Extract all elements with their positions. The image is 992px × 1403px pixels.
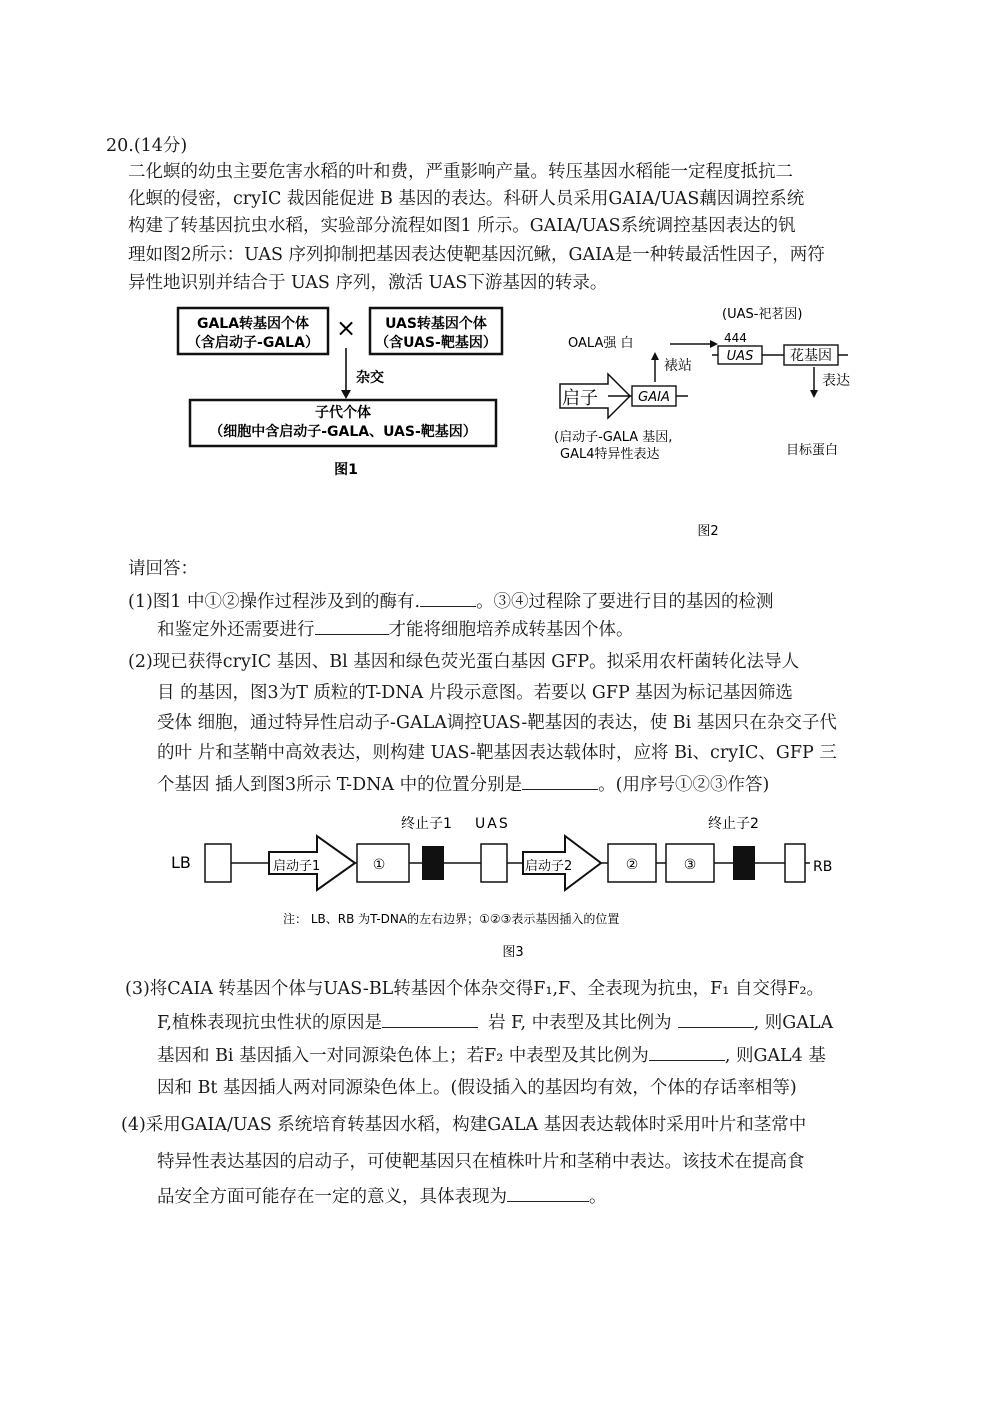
q2-line-2: 目 的基因，图3为T 质粒的T-DNA 片段示意图。若要以 GFP 基因为标记基因筛选 bbox=[157, 683, 793, 703]
q3-blank-1[interactable] bbox=[382, 1009, 478, 1028]
intro-line-3: 构建了转基因抗虫水稻，实验部分流程如图1 所示。GAIA/UAS系统调控基因表达的钒 bbox=[128, 216, 796, 236]
expression-label: 表达 bbox=[822, 373, 850, 389]
q1-text-c: 和鉴定外还需要进行 bbox=[157, 620, 315, 640]
flower-gene-label: 花基因 bbox=[790, 348, 832, 364]
figure-3-caption: 图3 bbox=[502, 945, 524, 960]
uas-box bbox=[481, 844, 507, 882]
terminator-1-block bbox=[422, 846, 444, 880]
q3-line-3 bbox=[157, 1042, 826, 1069]
binding-label: 裱站 bbox=[664, 358, 692, 374]
q2-line-3: 受体 细胞，通过特异性启动子-GALA调控UAS-靶基因的表达，使 Bi 基因只在杂交子代 bbox=[157, 713, 837, 733]
uas-target-gene-label: (UAS-祀茗因) bbox=[722, 307, 803, 322]
q1-line-2 bbox=[157, 616, 634, 643]
number-label: 444 bbox=[724, 331, 747, 345]
q4-line-1: (4)采用GAIA/UAS 系统培育转基因水稻，构建GALA 基因表达载体时采用叶片和茎常中 bbox=[121, 1115, 807, 1135]
q2-text-a: 个基因 插人到图3所示 T-DNA 中的位置分别是 bbox=[157, 775, 523, 795]
q4-blank[interactable] bbox=[507, 1183, 589, 1202]
position-2-label: ② bbox=[625, 857, 639, 873]
q3-text-b: 岩 F, 中表型及其比例为 bbox=[487, 1013, 672, 1033]
q1-line-1 bbox=[128, 588, 774, 615]
gala-box-line-2: （含启动子-GALA） bbox=[187, 335, 319, 351]
offspring-box-line-2: （细胞中含启动子-GALA、UAS-靶基因） bbox=[209, 424, 477, 440]
oala-arrow-head bbox=[710, 340, 718, 348]
question-header: 20.(14分) bbox=[106, 136, 188, 156]
q4-text-a: 品安全方面可能存在一定的意义，具体表现为 bbox=[157, 1187, 507, 1207]
expression-arrow-head bbox=[810, 390, 818, 398]
promoter-2-label: 启动子2 bbox=[525, 859, 573, 874]
gala-box-label: GAIA bbox=[638, 390, 670, 405]
uas-box-label: UAS bbox=[726, 349, 754, 364]
binding-arrow-head bbox=[651, 352, 659, 360]
uas-box-line-1: UAS转基因个体 bbox=[385, 316, 487, 332]
offspring-box-line-1: 子代个体 bbox=[315, 405, 371, 421]
intro-line-4: 理如图2所示：UAS 序列抑制把基因表达使靶基因沉鳅，GAIA是一种转最活性因子，两符 bbox=[128, 245, 825, 265]
cross-arrow-head bbox=[341, 390, 351, 399]
figure-2-caption: 图2 bbox=[697, 524, 719, 539]
rb-label: RB bbox=[813, 859, 833, 875]
uas-box-line-2: （含UAS-靶基因） bbox=[375, 335, 497, 351]
q3-line-1: (3)将CAIA 转基因个体与UAS-BL转基因个体杂交得F₁,F、全表现为抗虫，F₁ 自交得F₂。 bbox=[125, 979, 825, 999]
q1-text-d: 才能将细胞培养成转基因个体。 bbox=[388, 620, 634, 640]
q3-line-2 bbox=[157, 1009, 833, 1036]
cross-label: 杂交 bbox=[356, 370, 384, 386]
q1-blank-1[interactable] bbox=[420, 588, 476, 607]
q3-text-e: , 则GAL4 基 bbox=[724, 1046, 826, 1066]
figure-1-caption: 图1 bbox=[334, 462, 358, 478]
q1-blank-2[interactable] bbox=[315, 616, 389, 635]
q2-text-b: 。(用序号①②③作答) bbox=[598, 775, 770, 795]
cross-symbol: × bbox=[335, 314, 357, 342]
answer-prompt: 请回答： bbox=[128, 559, 198, 579]
q2-line-4: 的叶 片和茎鞘中高效表达，则构建 UAS-靶基因表达载体时，应将 Bi、cryIC、GFP 三 bbox=[157, 743, 837, 763]
position-3-label: ③ bbox=[683, 857, 697, 873]
target-protein-label: 目标蛋白 bbox=[786, 443, 839, 458]
figure-2-note-line-2: GAL4特异性表达 bbox=[560, 447, 660, 462]
q3-blank-2[interactable] bbox=[678, 1009, 754, 1028]
lb-label: LB bbox=[171, 853, 191, 872]
rb-border-box bbox=[785, 844, 805, 882]
q2-line-5 bbox=[157, 771, 769, 798]
uas-label: UAS bbox=[475, 816, 510, 832]
position-1-label: ① bbox=[372, 857, 386, 873]
q3-text-a: F,植株表现抗虫性状的原因是 bbox=[157, 1013, 382, 1033]
intro-line-1: 二化螟的幼虫主要危害水稻的叶和费，严重影响产量。转压基因水稻能一定程度抵抗二 bbox=[128, 162, 793, 182]
q3-text-c: , 则GALA bbox=[753, 1013, 834, 1033]
figure-3 bbox=[165, 808, 855, 968]
q1-text-a: (1)图1 中①②操作过程涉及到的酶有. bbox=[128, 592, 421, 612]
terminator-2-block bbox=[733, 846, 755, 880]
terminator-1-label: 终止子1 bbox=[401, 816, 452, 832]
promoter-label: 启子 bbox=[562, 388, 598, 409]
q1-text-b: 。③④过程除了要进行目的基因的检测 bbox=[476, 592, 774, 612]
q4-text-b: 。 bbox=[589, 1187, 607, 1207]
q2-blank[interactable] bbox=[522, 771, 598, 790]
intro-line-5: 异性地识别并结合于 UAS 序列，激活 UAS下游基因的转录。 bbox=[128, 273, 608, 293]
figure-2 bbox=[548, 300, 878, 545]
intro-line-2: 化螟的侵密，cryIC 裁因能促进 B 基因的表达。科研人员采用GAIA/UAS藕因调控系统 bbox=[128, 189, 805, 209]
figure-3-note: 注： LB、RB 为T-DNA的左右边界；①②③表示基因插入的位置 bbox=[283, 912, 620, 926]
promoter-1-label: 启动子1 bbox=[273, 859, 321, 874]
q3-line-4: 因和 Bt 基因插人两对同源染色体上。(假设插入的基因均有效，个体的存话率相等) bbox=[157, 1078, 797, 1098]
oala-protein-label: OALA强 白 bbox=[568, 336, 634, 351]
q2-line-1: (2)现已获得cryIC 基因、Bl 基因和绿色荧光蛋白基因 GFP。拟采用农杆菌转化法导人 bbox=[128, 652, 800, 672]
q3-text-d: 基因和 Bi 基因插入一对同源染色体上；若F₂ 中表型及其比例为 bbox=[157, 1046, 649, 1066]
figure-1 bbox=[150, 300, 530, 482]
lb-border-box bbox=[205, 844, 231, 882]
q4-line-3 bbox=[157, 1183, 607, 1210]
q4-line-2: 特异性表达基因的启动子，可使靶基因只在植株叶片和茎稍中表达。该技术在提高食 bbox=[157, 1152, 805, 1172]
gala-box-line-1: GALA转基因个体 bbox=[196, 316, 310, 332]
q3-blank-3[interactable] bbox=[649, 1042, 725, 1061]
terminator-2-label: 终止子2 bbox=[708, 816, 759, 832]
figure-2-note-line-1: (启动子-GALA 基因, bbox=[554, 430, 673, 445]
